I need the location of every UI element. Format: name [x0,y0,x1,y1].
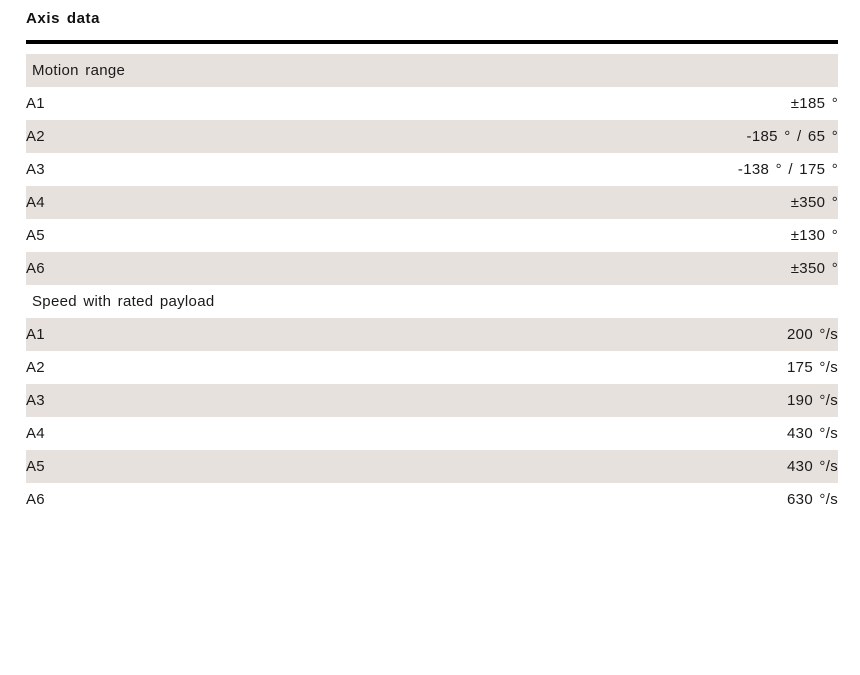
axis-value: ±185 ° [790,95,838,112]
axis-value: ±130 ° [790,227,838,244]
axis-label: A3 [26,384,432,417]
table-row [26,87,838,120]
axis-label: A2 [26,359,45,376]
table-row [26,351,838,384]
table-row [26,318,838,351]
axis-value: 190 °/s [432,384,838,417]
section-header-label: Motion range [26,54,838,87]
axis-data-table-body [26,54,838,516]
table-row [26,450,838,483]
table-row [26,120,838,153]
table-row [26,252,838,285]
table-row [26,219,838,252]
table-row [26,384,838,417]
table-row [26,186,838,219]
axis-value: 430 °/s [787,425,838,442]
axis-value: -138 ° / 175 ° [737,161,838,178]
axis-label: A6 [26,252,432,285]
axis-label: A4 [26,425,45,442]
axis-value: ±350 ° [432,252,838,285]
axis-label: A4 [26,186,432,219]
axis-label: A1 [26,318,432,351]
table-row [26,153,838,186]
axis-label: A1 [26,95,45,112]
axis-value: ±350 ° [432,186,838,219]
page-title: Axis data [26,10,101,27]
section-header-row [26,285,838,318]
axis-value: 430 °/s [432,450,838,483]
axis-label: A3 [26,161,45,178]
section-header-label: Speed with rated payload [32,293,215,310]
axis-value: -185 ° / 65 ° [432,120,838,153]
table-row [26,417,838,450]
section-header-row [26,54,838,87]
table-row [26,483,838,516]
axis-label: A5 [26,450,432,483]
title-divider [26,40,838,44]
axis-value: 175 °/s [787,359,838,376]
axis-value: 200 °/s [432,318,838,351]
axis-label: A6 [26,491,45,508]
axis-value: 630 °/s [787,491,838,508]
axis-label: A2 [26,120,432,153]
axis-data-table [26,54,838,516]
axis-label: A5 [26,227,45,244]
